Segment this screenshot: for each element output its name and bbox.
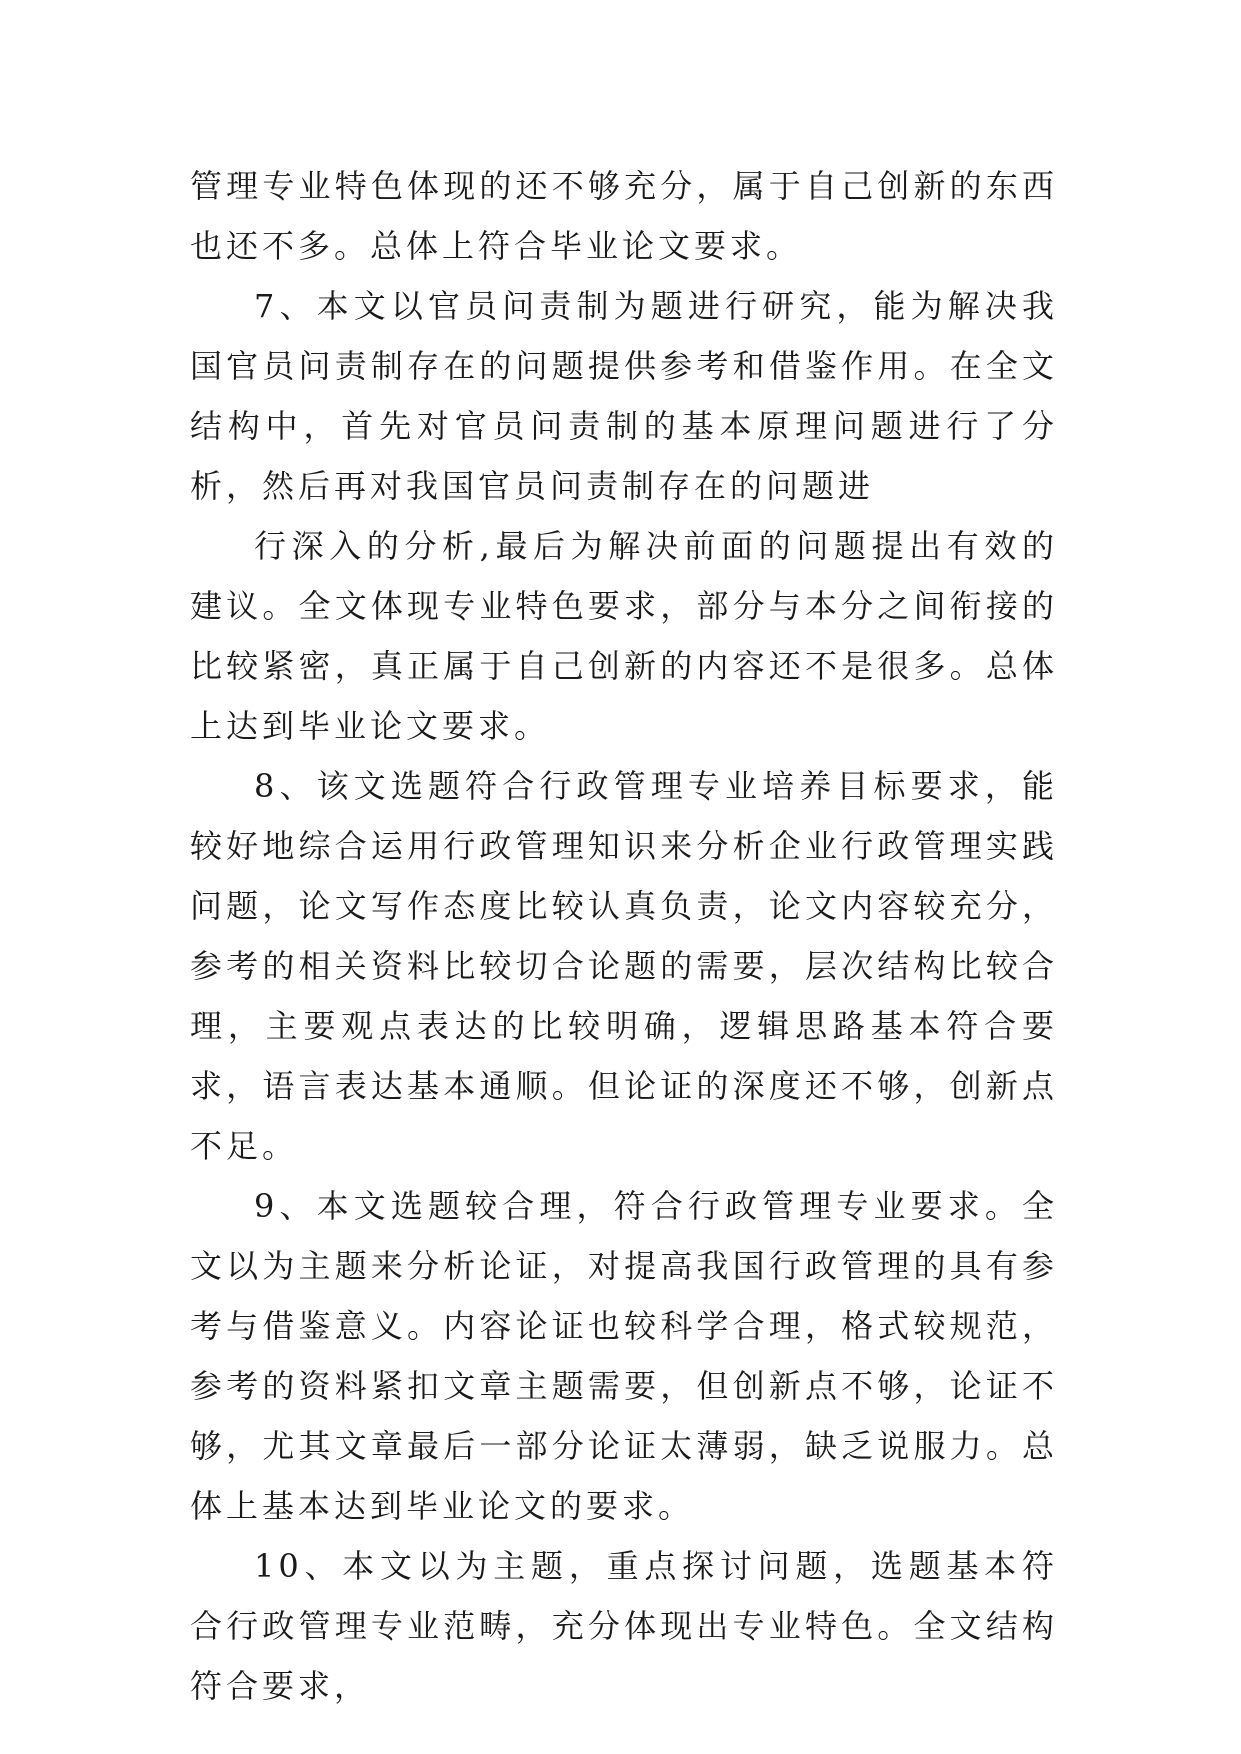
document-body <box>190 156 1058 1716</box>
paragraph-item-8: 8、该文选题符合行政管理专业培养目标要求，能较好地综合运用行政管理知识来分析企业行政管理实践问题，论文写作态度比较认真负责，论文内容较充分，参考的相关资料比较切合论题的需要，层次结构比较合理，主要观点表达的比较明确，逻辑思路基本符合要求，语言表达基本通顺。但论证的深度还不够，创新点不足。 <box>190 767 1058 1165</box>
paragraph-continuation: 管理专业特色体现的还不够充分，属于自己创新的东西也还不多。总体上符合毕业论文要求。 <box>190 167 1058 265</box>
paragraph-item-7-continued: 行深入的分析,最后为解决前面的问题提出有效的建议。全文体现专业特色要求，部分与本分之间衔接的比较紧密，真正属于自己创新的内容还不是很多。总体上达到毕业论文要求。 <box>190 527 1058 745</box>
paragraph-item-7: 7、本文以官员问责制为题进行研究，能为解决我国官员问责制存在的问题提供参考和借鉴作用。在全文结构中，首先对官员问责制的基本原理问题进行了分析，然后再对我国官员问责制存在的问题进 <box>190 287 1058 505</box>
paragraph-item-10: 10、本文以为主题，重点探讨问题，选题基本符合行政管理专业范畴，充分体现出专业特色。全文结构符合要求， <box>190 1547 1058 1705</box>
paragraph-item-9: 9、本文选题较合理，符合行政管理专业要求。全文以为主题来分析论证，对提高我国行政管理的具有参考与借鉴意义。内容论证也较科学合理，格式较规范，参考的资料紧扣文章主题需要，但创新点不够，论证不够，尤其文章最后一部分论证太薄弱，缺乏说服力。总体上基本达到毕业论文的要求。 <box>190 1187 1058 1525</box>
